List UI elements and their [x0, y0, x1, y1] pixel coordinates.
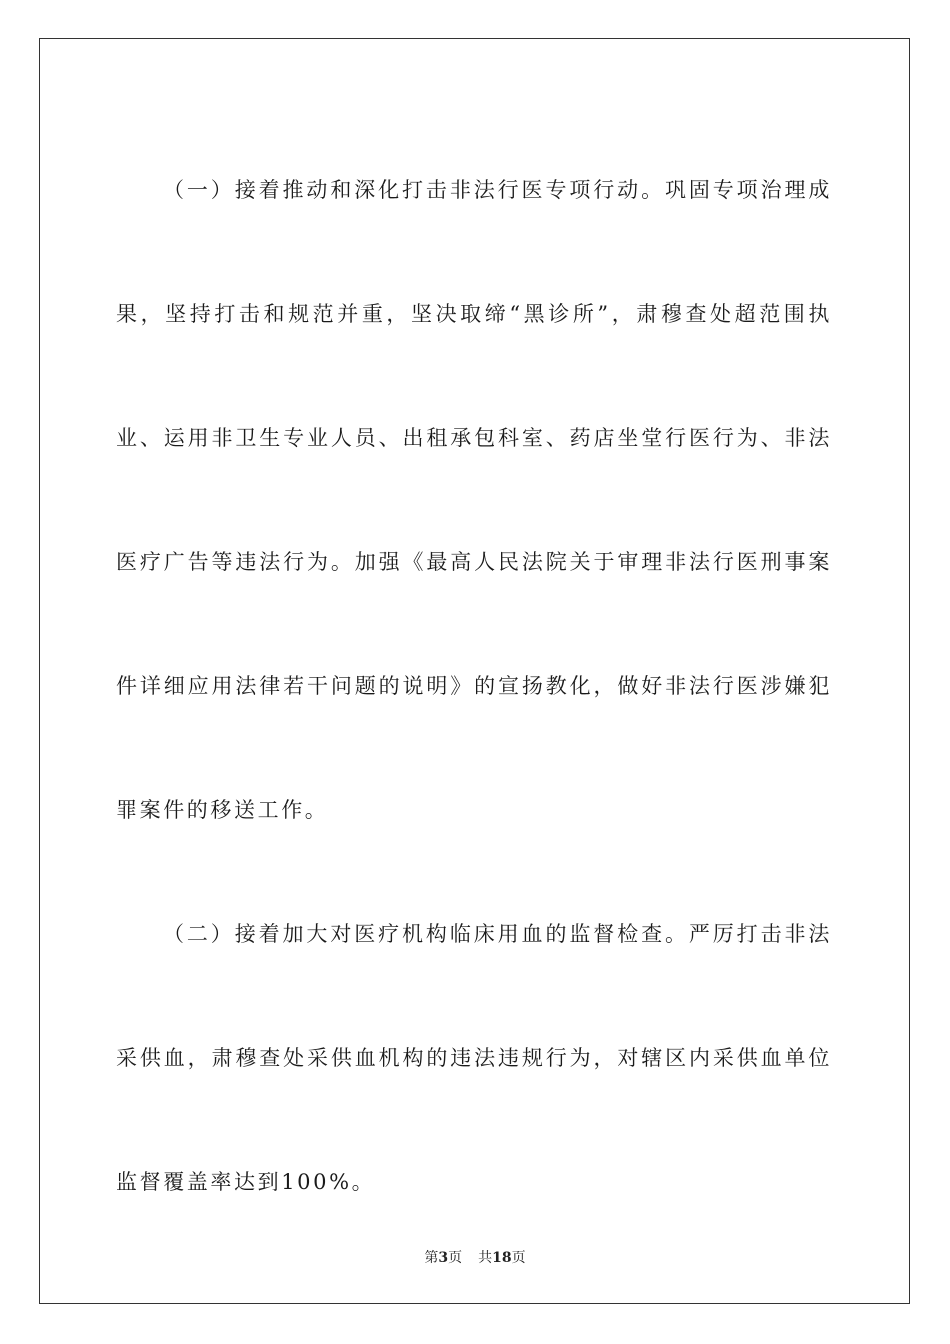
page-suffix: 页: [448, 1250, 463, 1266]
total-pages: 18: [492, 1250, 512, 1266]
total-suffix: 页: [511, 1250, 526, 1266]
total-prefix: 共: [478, 1250, 493, 1266]
page-number: 3: [438, 1250, 449, 1266]
paragraph-2: （二）接着加大对医疗机构临床用血的监督检查。严厉打击非法采供血，肃穆查处采供血机构的违法违规行为，对辖区内采供血单位监督覆盖率达到100%。: [116, 922, 832, 1194]
document-body: [116, 128, 832, 1244]
page-footer: [0, 1247, 950, 1267]
page-prefix: 第: [424, 1250, 439, 1266]
paragraph-1: （一）接着推动和深化打击非法行医专项行动。巩固专项治理成果，坚持打击和规范并重，坚决取缔“黑诊所”，肃穆查处超范围执业、运用非卫生专业人员、出租承包科室、药店坐堂行医行为、非法医疗广告等违法行为。加强《最高人民法院关于审理非法行医刑事案件详细应用法律若干问题的说明》的宣扬教化，做好非法行医涉嫌犯罪案件的移送工作。: [116, 178, 832, 822]
